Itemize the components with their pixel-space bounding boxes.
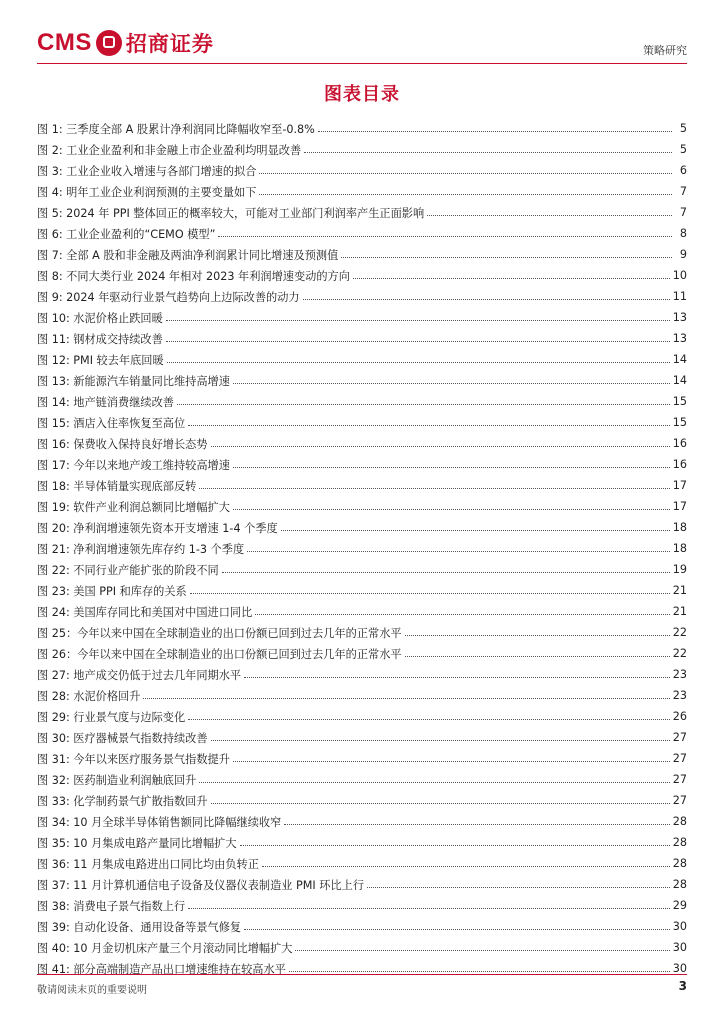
toc-entry-page: 27 bbox=[672, 794, 687, 807]
toc-title: 图表目录 bbox=[324, 84, 400, 105]
toc-entry-page: 17 bbox=[672, 500, 687, 513]
toc-entry[interactable] bbox=[37, 433, 687, 454]
toc-entry[interactable] bbox=[37, 601, 687, 622]
toc-entry[interactable] bbox=[37, 286, 687, 307]
toc-leader-dots bbox=[188, 719, 670, 720]
toc-entry-label: 图 8: 不同大类行业 2024 年相对 2023 年利润增速变动的方向 bbox=[37, 269, 350, 283]
toc-leader-dots bbox=[259, 173, 672, 174]
toc-entry-label: 图 10: 水泥价格止跌回暖 bbox=[37, 311, 163, 325]
toc-entry-label: 图 1: 三季度全部 A 股累计净利润同比降幅收窄至-0.8% bbox=[37, 122, 315, 136]
toc-entry-label: 图 41: 部分高端制造产品出口增速维持在较高水平 bbox=[37, 962, 286, 976]
toc-entry-label: 图 35: 10 月集成电路产量同比增幅扩大 bbox=[37, 836, 237, 850]
toc-entry[interactable] bbox=[37, 811, 687, 832]
toc-entry-page: 30 bbox=[672, 962, 687, 975]
toc-leader-dots bbox=[143, 698, 669, 699]
toc-entry-page: 30 bbox=[672, 941, 687, 954]
toc-entry-label: 图 30: 医疗器械景气指数持续改善 bbox=[37, 731, 208, 745]
toc-entry-page: 22 bbox=[672, 626, 687, 639]
toc-entry-page: 28 bbox=[672, 857, 687, 870]
toc-entry-label: 图 11: 钢材成交持续改善 bbox=[37, 332, 163, 346]
toc-entry-page: 28 bbox=[672, 878, 687, 891]
toc-entry-label: 图 14: 地产链消费继续改善 bbox=[37, 395, 174, 409]
toc-entry-label: 图 9: 2024 年驱动行业景气趋势向上边际改善的动力 bbox=[37, 290, 300, 304]
toc-entry-label: 图 17: 今年以来地产竣工维持较高增速 bbox=[37, 458, 230, 472]
toc-entry-label: 图 25：今年以来中国在全球制造业的出口份额已回到过去几年的正常水平 bbox=[37, 626, 402, 640]
toc-entry[interactable] bbox=[37, 391, 687, 412]
toc-entry-label: 图 12: PMI 较去年底回暖 bbox=[37, 353, 164, 367]
toc-entry[interactable] bbox=[37, 244, 687, 265]
toc-entry[interactable] bbox=[37, 139, 687, 160]
page-number: 3 bbox=[678, 979, 687, 993]
toc-leader-dots bbox=[259, 194, 672, 195]
toc-entry-label: 图 31: 今年以来医疗服务景气指数提升 bbox=[37, 752, 230, 766]
toc-entry-page: 6 bbox=[679, 164, 687, 177]
toc-leader-dots bbox=[405, 656, 670, 657]
toc-leader-dots bbox=[244, 677, 670, 678]
toc-leader-dots bbox=[188, 425, 670, 426]
toc-leader-dots bbox=[166, 341, 670, 342]
toc-entry-label: 图 13: 新能源汽车销量同比维持高增速 bbox=[37, 374, 230, 388]
toc-leader-dots bbox=[262, 866, 670, 867]
toc-entry[interactable] bbox=[37, 706, 687, 727]
toc-entry[interactable] bbox=[37, 223, 687, 244]
toc-leader-dots bbox=[244, 929, 670, 930]
logo-latin-text: CMS bbox=[37, 29, 92, 56]
toc-entry[interactable] bbox=[37, 265, 687, 286]
toc-entry-page: 22 bbox=[672, 647, 687, 660]
toc-leader-dots bbox=[318, 131, 672, 132]
toc-entry-page: 14 bbox=[672, 353, 687, 366]
toc-entry-page: 30 bbox=[672, 920, 687, 933]
toc-leader-dots bbox=[427, 215, 672, 216]
toc-entry-label: 图 34: 10 月全球半导体销售额同比降幅继续收窄 bbox=[37, 815, 282, 829]
toc-entry-page: 15 bbox=[672, 395, 687, 408]
toc-entry-page: 19 bbox=[672, 563, 687, 576]
toc-entry-page: 17 bbox=[672, 479, 687, 492]
footer-divider bbox=[37, 974, 687, 975]
toc-leader-dots bbox=[211, 803, 670, 804]
toc-leader-dots bbox=[233, 383, 670, 384]
toc-entry-label: 图 2: 工业企业盈利和非金融上市企业盈利均明显改善 bbox=[37, 143, 302, 157]
toc-entry-label: 图 18: 半导体销量实现底部反转 bbox=[37, 479, 197, 493]
toc-entry-page: 23 bbox=[672, 689, 687, 702]
toc-entry[interactable] bbox=[37, 160, 687, 181]
toc-entry-page: 16 bbox=[672, 458, 687, 471]
toc-entry[interactable] bbox=[37, 370, 687, 391]
toc-entry[interactable] bbox=[37, 307, 687, 328]
toc-entry-page: 7 bbox=[679, 206, 687, 219]
toc-entry-page: 10 bbox=[672, 269, 687, 282]
toc-leader-dots bbox=[289, 971, 670, 972]
toc-entry-page: 13 bbox=[672, 332, 687, 345]
toc-entry-page: 8 bbox=[679, 227, 687, 240]
toc-entry[interactable] bbox=[37, 181, 687, 202]
toc-entry-label: 图 36: 11 月集成电路进出口同比均由负转正 bbox=[37, 857, 259, 871]
footer-disclaimer: 敬请阅读末页的重要说明 bbox=[37, 985, 147, 996]
toc-leader-dots bbox=[211, 740, 670, 741]
toc-leader-dots bbox=[233, 509, 670, 510]
toc-entry-label: 图 26：今年以来中国在全球制造业的出口份额已回到过去几年的正常水平 bbox=[37, 647, 402, 661]
toc-entry-label: 图 23: 美国 PPI 和库存的关系 bbox=[37, 584, 187, 598]
toc-entry-page: 26 bbox=[672, 710, 687, 723]
toc-entry[interactable] bbox=[37, 874, 687, 895]
toc-leader-dots bbox=[218, 236, 672, 237]
toc-entry[interactable] bbox=[37, 538, 687, 559]
toc-entry[interactable] bbox=[37, 475, 687, 496]
toc-entry-page: 7 bbox=[679, 185, 687, 198]
toc-entry-label: 图 24: 美国库存同比和美国对中国进口同比 bbox=[37, 605, 253, 619]
toc-leader-dots bbox=[367, 887, 670, 888]
toc-entry-page: 27 bbox=[672, 731, 687, 744]
toc-entry[interactable] bbox=[37, 202, 687, 223]
toc-entry-label: 图 28: 水泥价格回升 bbox=[37, 689, 141, 703]
toc-entry[interactable] bbox=[37, 412, 687, 433]
toc-entry-page: 14 bbox=[672, 374, 687, 387]
toc-entry-label: 图 33: 化学制药景气扩散指数回升 bbox=[37, 794, 208, 808]
toc-entry[interactable] bbox=[37, 580, 687, 601]
toc-entry[interactable] bbox=[37, 958, 687, 979]
toc-entry-page: 29 bbox=[672, 899, 687, 912]
toc-entry-page: 27 bbox=[672, 773, 687, 786]
toc-entry-page: 11 bbox=[672, 290, 687, 303]
toc-leader-dots bbox=[190, 593, 670, 594]
toc-entry[interactable] bbox=[37, 328, 687, 349]
document-type: 策略研究 bbox=[643, 44, 687, 57]
toc-entry-page: 28 bbox=[672, 836, 687, 849]
toc-leader-dots bbox=[341, 257, 672, 258]
toc-leader-dots bbox=[281, 530, 670, 531]
toc-entry-label: 图 4: 明年工业企业利润预测的主要变量如下 bbox=[37, 185, 257, 199]
toc-entry-page: 9 bbox=[679, 248, 687, 261]
toc-leader-dots bbox=[233, 761, 670, 762]
toc-entry[interactable] bbox=[37, 559, 687, 580]
toc-leader-dots bbox=[199, 782, 669, 783]
toc-entry-page: 13 bbox=[672, 311, 687, 324]
logo-chinese-text: 招商证券 bbox=[125, 31, 214, 56]
toc-entry[interactable] bbox=[37, 727, 687, 748]
toc-leader-dots bbox=[247, 551, 670, 552]
toc-leader-dots bbox=[222, 572, 670, 573]
toc-entry-label: 图 21: 净利润增速领先库存约 1-3 个季度 bbox=[37, 542, 245, 556]
page-header bbox=[0, 0, 724, 64]
header-divider bbox=[37, 63, 687, 64]
toc-entry[interactable] bbox=[37, 832, 687, 853]
toc-entry-page: 18 bbox=[672, 521, 687, 534]
toc-entry[interactable] bbox=[37, 685, 687, 706]
toc-entry[interactable] bbox=[37, 643, 687, 664]
toc-entry-page: 15 bbox=[672, 416, 687, 429]
toc-entry[interactable] bbox=[37, 769, 687, 790]
toc-entry[interactable] bbox=[37, 118, 687, 139]
toc-entry-page: 5 bbox=[679, 122, 687, 135]
toc-leader-dots bbox=[284, 824, 669, 825]
toc-entry-page: 18 bbox=[672, 542, 687, 555]
toc-entry-page: 27 bbox=[672, 752, 687, 765]
toc-entry-label: 图 3: 工业企业收入增速与各部门增速的拟合 bbox=[37, 164, 257, 178]
toc-entry-page: 16 bbox=[672, 437, 687, 450]
toc-entry-page: 28 bbox=[672, 815, 687, 828]
logo-seal-icon bbox=[96, 30, 122, 56]
toc-entry-label: 图 16: 保费收入保持良好增长态势 bbox=[37, 437, 208, 451]
toc-entry[interactable] bbox=[37, 454, 687, 475]
toc-leader-dots bbox=[405, 635, 670, 636]
toc-entry-label: 图 15: 酒店入住率恢复至高位 bbox=[37, 416, 186, 430]
toc-entry-label: 图 38: 消费电子景气指数上行 bbox=[37, 899, 186, 913]
toc-leader-dots bbox=[303, 299, 670, 300]
toc-entry-label: 图 22: 不同行业产能扩张的阶段不同 bbox=[37, 563, 219, 577]
toc-entry[interactable] bbox=[37, 496, 687, 517]
toc-entry-label: 图 6: 工业企业盈利的“CEMO 模型” bbox=[37, 227, 216, 241]
toc-entry[interactable] bbox=[37, 895, 687, 916]
toc-leader-dots bbox=[167, 362, 670, 363]
toc-leader-dots bbox=[177, 404, 670, 405]
toc-leader-dots bbox=[233, 467, 670, 468]
toc-entry[interactable] bbox=[37, 937, 687, 958]
toc-entry[interactable] bbox=[37, 916, 687, 937]
toc-entry-label: 图 20: 净利润增速领先资本开支增速 1-4 个季度 bbox=[37, 521, 278, 535]
toc-entry-label: 图 5: 2024 年 PPI 整体回正的概率较大，可能对工业部门利润率产生正面影响 bbox=[37, 206, 425, 220]
toc-entry-page: 21 bbox=[672, 584, 687, 597]
toc-entry-label: 图 19: 软件产业利润总额同比增幅扩大 bbox=[37, 500, 230, 514]
toc-entry-page: 5 bbox=[679, 143, 687, 156]
toc-entry[interactable] bbox=[37, 853, 687, 874]
toc-leader-dots bbox=[304, 152, 672, 153]
toc-entry[interactable] bbox=[37, 790, 687, 811]
toc-entry[interactable] bbox=[37, 664, 687, 685]
toc-leader-dots bbox=[166, 320, 670, 321]
toc-entry-label: 图 7: 全部 A 股和非金融及两油净利润累计同比增速及预测值 bbox=[37, 248, 339, 262]
toc-leader-dots bbox=[353, 278, 670, 279]
toc-entry[interactable] bbox=[37, 349, 687, 370]
toc-entry[interactable] bbox=[37, 748, 687, 769]
toc-entry-label: 图 32: 医药制造业利润触底回升 bbox=[37, 773, 197, 787]
toc-entry-page: 21 bbox=[672, 605, 687, 618]
cms-logo bbox=[37, 27, 214, 59]
toc-leader-dots bbox=[188, 908, 670, 909]
toc-leader-dots bbox=[240, 845, 670, 846]
toc-list bbox=[37, 118, 687, 979]
toc-entry-page: 23 bbox=[672, 668, 687, 681]
toc-entry-label: 图 29: 行业景气度与边际变化 bbox=[37, 710, 186, 724]
toc-leader-dots bbox=[211, 446, 670, 447]
toc-leader-dots bbox=[255, 614, 669, 615]
toc-leader-dots bbox=[199, 488, 669, 489]
toc-entry[interactable] bbox=[37, 622, 687, 643]
toc-entry[interactable] bbox=[37, 517, 687, 538]
toc-entry-label: 图 40: 10 月金切机床产量三个月滚动同比增幅扩大 bbox=[37, 941, 293, 955]
toc-entry-label: 图 27: 地产成交仍低于过去几年同期水平 bbox=[37, 668, 242, 682]
toc-leader-dots bbox=[295, 950, 669, 951]
toc-entry-label: 图 39: 自动化设备、通用设备等景气修复 bbox=[37, 920, 242, 934]
toc-entry-label: 图 37: 11 月计算机通信电子设备及仪器仪表制造业 PMI 环比上行 bbox=[37, 878, 365, 892]
